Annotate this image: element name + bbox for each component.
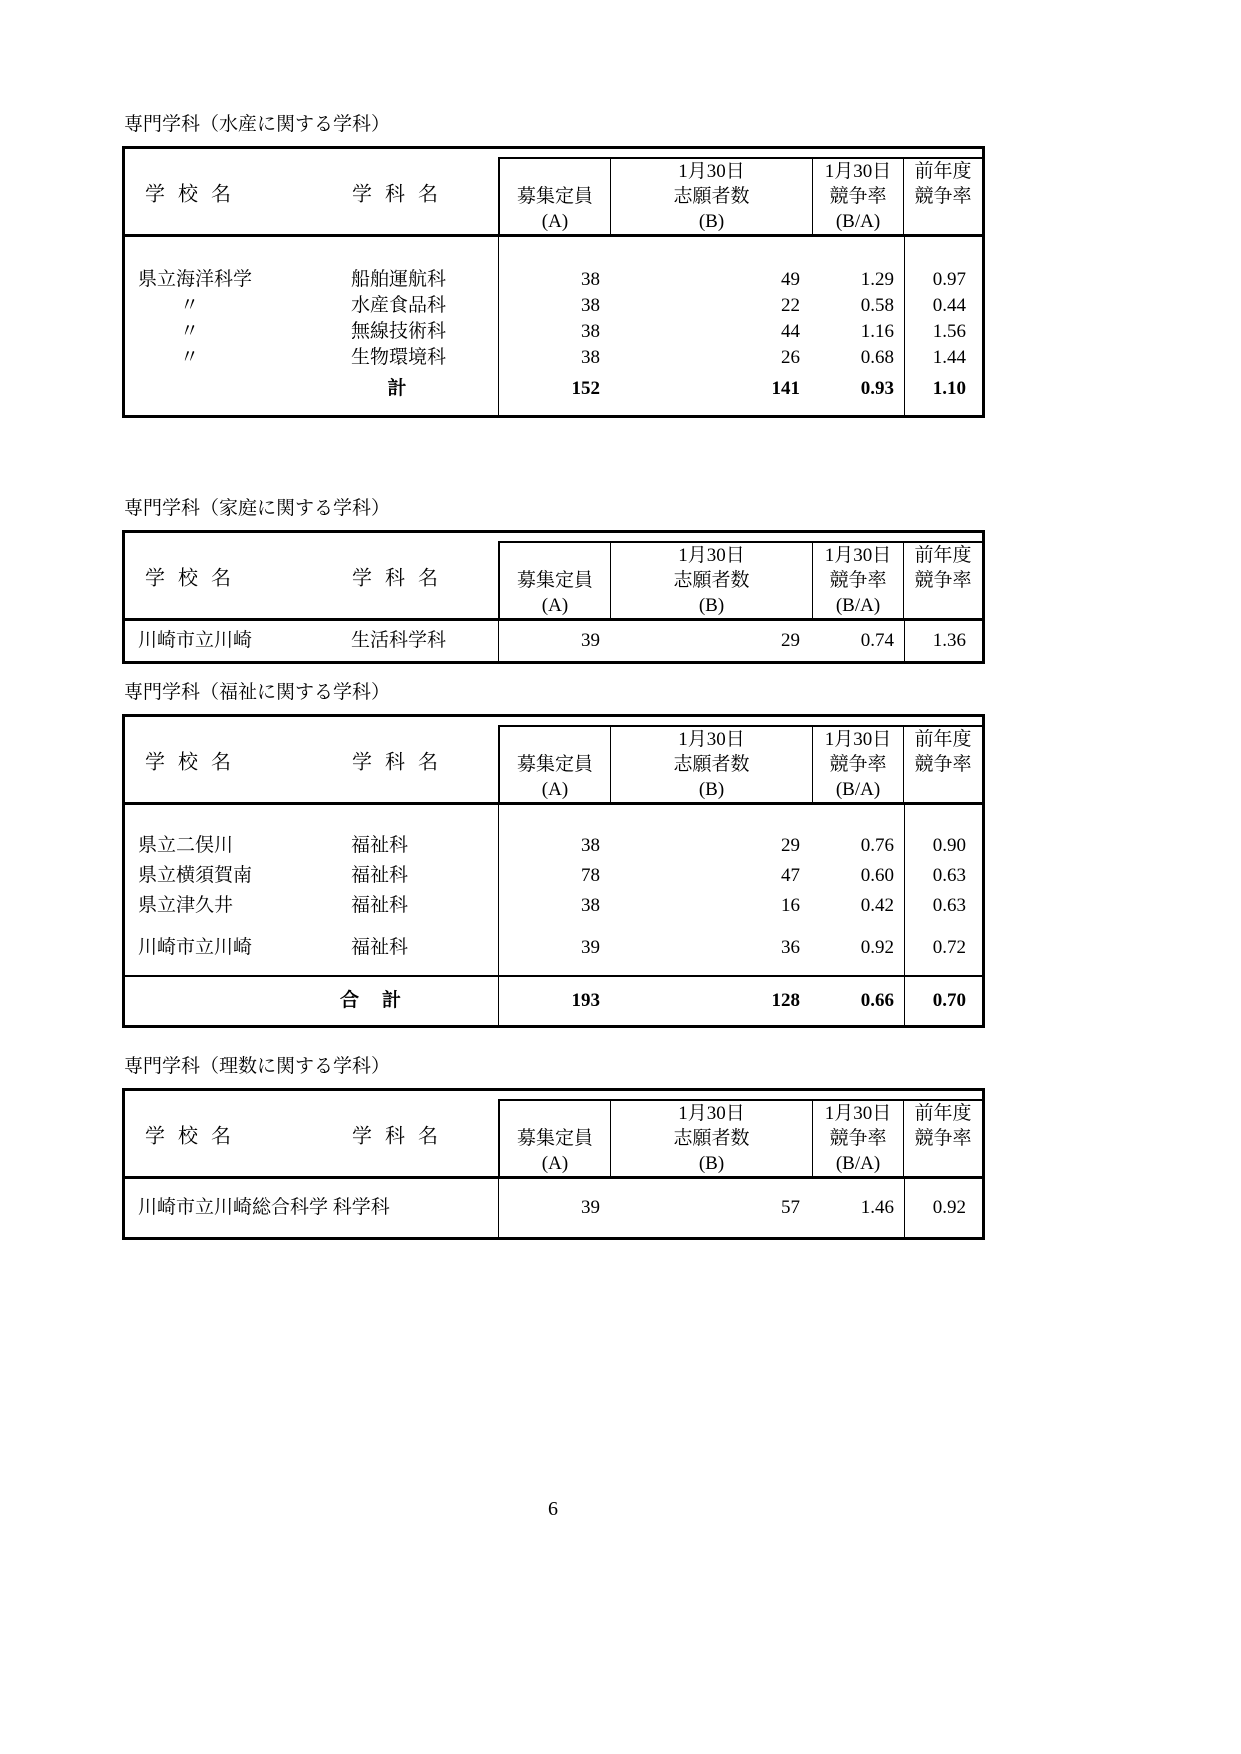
header-line: 募集定員: [516, 570, 593, 591]
column-divider-line: [904, 237, 905, 415]
table-header: [125, 717, 982, 805]
section-science-math: [122, 1054, 985, 1240]
col-header-applicants: [611, 543, 813, 618]
column-divider-line: [904, 621, 905, 661]
department-name: 生物環境科: [351, 347, 447, 368]
header-line: 競争率: [914, 754, 972, 775]
applicants-value: 57: [781, 1197, 800, 1218]
table-header: [125, 1091, 982, 1179]
grand-total-label: 合 計: [339, 990, 403, 1011]
header-line: 募集定員: [516, 186, 593, 207]
column-divider-line: [498, 1179, 499, 1237]
table-row: [125, 345, 982, 371]
prev-ratio-value: 0.90: [932, 835, 966, 856]
column-divider-line: [498, 805, 499, 1025]
header-line: 志願者数: [673, 570, 750, 591]
section-home-economics: [122, 496, 985, 664]
capacity-value: 38: [581, 269, 600, 290]
column-divider-line: [904, 805, 905, 1025]
prev-ratio-value: 1.36: [932, 630, 966, 651]
header-box: [498, 157, 982, 234]
applicants-value: 26: [781, 347, 800, 368]
col-header-capacity: [500, 727, 611, 802]
table-home-economics: [122, 530, 985, 664]
col-header-applicants: [611, 1101, 813, 1176]
department-name: 福祉科: [351, 937, 409, 958]
department-name: 無線技術科: [351, 321, 447, 342]
col-header-ratio: [813, 727, 904, 802]
table-row: [125, 1179, 982, 1237]
table-header: [125, 149, 982, 237]
department-name: 生活科学科: [351, 630, 447, 651]
total-label: 計: [387, 378, 407, 399]
col-header-ratio: [813, 543, 904, 618]
capacity-value: 39: [581, 937, 600, 958]
header-line: (B): [698, 595, 725, 616]
ratio-value: 1.46: [860, 1197, 894, 1218]
header-line: (B): [698, 1153, 725, 1174]
department-name: 船舶運航科: [351, 269, 447, 290]
col-header-prev-ratio: [904, 543, 982, 618]
table-science-math: [122, 1088, 985, 1240]
ratio-value: 0.42: [860, 895, 894, 916]
school-name-ditto: 〃: [180, 347, 200, 368]
table-header: [125, 533, 982, 621]
ratio-value: 0.60: [860, 865, 894, 886]
header-box: [498, 725, 982, 802]
table-row: [125, 831, 982, 861]
table-row: [125, 293, 982, 319]
capacity-value: 38: [581, 835, 600, 856]
header-line: 競争率: [829, 1128, 887, 1149]
table-row: [125, 621, 982, 661]
prev-ratio-value: 1.44: [932, 347, 966, 368]
capacity-value: 39: [581, 630, 600, 651]
section-welfare: [122, 680, 985, 1028]
section-fisheries: [122, 112, 985, 418]
col-header-school: 学 校 名: [145, 567, 235, 589]
table-row: [125, 319, 982, 345]
col-header-capacity: [500, 543, 611, 618]
header-line: (B): [698, 211, 725, 232]
ratio-total: 0.93: [860, 378, 894, 399]
col-header-school: 学 校 名: [145, 183, 235, 205]
header-line: (B/A): [835, 211, 881, 232]
capacity-value: 38: [581, 347, 600, 368]
table-row: [125, 861, 982, 891]
school-name: 川崎市立川崎: [138, 630, 253, 651]
table-fisheries: [122, 146, 985, 418]
school-name-ditto: 〃: [180, 295, 200, 316]
ratio-value: 1.16: [860, 321, 894, 342]
header-line: 競争率: [914, 570, 972, 591]
header-line: (B): [698, 779, 725, 800]
table-title-home-economics: 専門学科（家庭に関する学科）: [124, 498, 391, 519]
department-name: 福祉科: [351, 865, 409, 886]
applicants-value: 49: [781, 269, 800, 290]
col-header-department: 学 科 名: [352, 567, 442, 589]
empty-cell: [125, 371, 351, 407]
header-line: 1月30日: [678, 729, 745, 750]
col-header-ratio: [813, 1101, 904, 1176]
col-header-school: 学 校 名: [145, 751, 235, 773]
table-body: [125, 805, 982, 1025]
header-line: 前年度: [914, 161, 972, 182]
ratio-value: 0.68: [860, 347, 894, 368]
header-line: 競争率: [914, 1128, 972, 1149]
col-header-prev-ratio: [904, 1101, 982, 1176]
header-line: 競争率: [914, 186, 972, 207]
applicants-value: 47: [781, 865, 800, 886]
header-line: 志願者数: [673, 186, 750, 207]
header-line: (A): [541, 779, 569, 800]
col-header-department: 学 科 名: [352, 751, 442, 773]
col-header-department: 学 科 名: [352, 183, 442, 205]
school-name: 県立横須賀南: [138, 865, 253, 886]
header-line: 前年度: [914, 545, 972, 566]
school-name: 県立二俣川: [138, 835, 234, 856]
prev-ratio-total: 1.10: [932, 378, 966, 399]
prev-ratio-value: 0.63: [932, 895, 966, 916]
header-line: 募集定員: [516, 1128, 593, 1149]
header-line: 志願者数: [673, 1128, 750, 1149]
header-line: (B/A): [835, 1153, 881, 1174]
header-line: 1月30日: [678, 545, 745, 566]
department-name: 福祉科: [351, 895, 409, 916]
table-title-science-math: 専門学科（理数に関する学科）: [124, 1056, 391, 1077]
capacity-total: 152: [571, 378, 600, 399]
table-welfare: [122, 714, 985, 1028]
prev-ratio-value: 0.63: [932, 865, 966, 886]
table-body: [125, 237, 982, 415]
header-box: [498, 1099, 982, 1176]
table-body: [125, 1179, 982, 1237]
department-name: 福祉科: [351, 835, 409, 856]
header-line: 前年度: [914, 729, 972, 750]
header-line: 競争率: [829, 186, 887, 207]
capacity-value: 38: [581, 295, 600, 316]
school-name: 県立海洋科学: [138, 269, 253, 290]
applicants-value: 16: [781, 895, 800, 916]
col-header-capacity: [500, 159, 611, 234]
applicants-value: 29: [781, 630, 800, 651]
capacity-total: 193: [571, 990, 600, 1011]
col-header-applicants: [611, 727, 813, 802]
school-name: 川崎市立川崎: [138, 937, 253, 958]
prev-ratio-value: 0.92: [932, 1197, 966, 1218]
applicants-total: 128: [771, 990, 800, 1011]
col-header-prev-ratio: [904, 727, 982, 802]
table-row: [125, 267, 982, 293]
table-title-welfare: 専門学科（福祉に関する学科）: [124, 682, 391, 703]
table-row: [125, 891, 982, 921]
department-name: 水産食品科: [351, 295, 447, 316]
table-title-fisheries: 専門学科（水産に関する学科）: [124, 114, 391, 135]
col-header-applicants: [611, 159, 813, 234]
header-line: (B/A): [835, 595, 881, 616]
header-line: 1月30日: [824, 729, 892, 750]
table-body: [125, 621, 982, 661]
capacity-value: 38: [581, 321, 600, 342]
capacity-value: 39: [581, 1197, 600, 1218]
page-content: [122, 112, 985, 1240]
column-divider-line: [904, 1179, 905, 1237]
table-row: [125, 933, 982, 963]
header-line: 1月30日: [824, 1103, 892, 1124]
header-line: (A): [541, 595, 569, 616]
header-line: (A): [541, 211, 569, 232]
header-line: 1月30日: [678, 161, 745, 182]
ratio-value: 0.58: [860, 295, 894, 316]
header-box: [498, 541, 982, 618]
ratio-value: 0.92: [860, 937, 894, 958]
col-header-capacity: [500, 1101, 611, 1176]
capacity-value: 38: [581, 895, 600, 916]
header-line: 募集定員: [516, 754, 593, 775]
prev-ratio-value: 0.44: [932, 295, 966, 316]
header-line: 前年度: [914, 1103, 972, 1124]
ratio-value: 0.74: [860, 630, 894, 651]
ratio-value: 1.29: [860, 269, 894, 290]
capacity-value: 78: [581, 865, 600, 886]
header-line: 1月30日: [678, 1103, 745, 1124]
grand-total-row: [125, 975, 982, 1025]
header-line: 1月30日: [824, 545, 892, 566]
page-number: 6: [548, 1498, 558, 1520]
school-and-department-name: 川崎市立川崎総合科学 科学科: [138, 1197, 390, 1218]
applicants-value: 36: [781, 937, 800, 958]
ratio-value: 0.76: [860, 835, 894, 856]
school-name-ditto: 〃: [180, 321, 200, 342]
col-header-school: 学 校 名: [145, 1125, 235, 1147]
prev-ratio-total: 0.70: [932, 990, 966, 1011]
applicants-value: 44: [781, 321, 800, 342]
applicants-value: 22: [781, 295, 800, 316]
header-line: (A): [541, 1153, 569, 1174]
column-divider-line: [498, 621, 499, 661]
header-line: 競争率: [829, 570, 887, 591]
col-header-ratio: [813, 159, 904, 234]
school-name: 県立津久井: [138, 895, 234, 916]
prev-ratio-value: 0.72: [932, 937, 966, 958]
header-line: 1月30日: [824, 161, 892, 182]
col-header-department: 学 科 名: [352, 1125, 442, 1147]
header-line: (B/A): [835, 779, 881, 800]
column-divider-line: [498, 237, 499, 415]
header-line: 競争率: [829, 754, 887, 775]
prev-ratio-value: 0.97: [932, 269, 966, 290]
header-line: 志願者数: [673, 754, 750, 775]
applicants-value: 29: [781, 835, 800, 856]
ratio-total: 0.66: [860, 990, 894, 1011]
applicants-total: 141: [771, 378, 800, 399]
prev-ratio-value: 1.56: [932, 321, 966, 342]
total-row: [125, 371, 982, 407]
col-header-prev-ratio: [904, 159, 982, 234]
